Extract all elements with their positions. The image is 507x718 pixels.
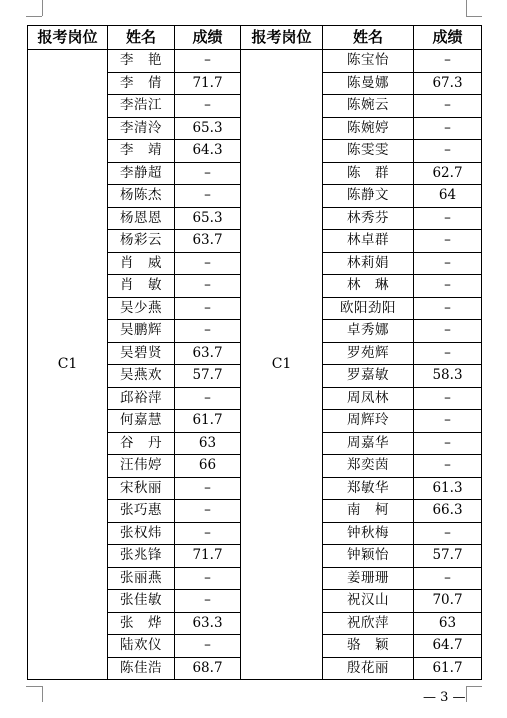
name-cell: 陈佳浩 bbox=[108, 657, 175, 680]
name-cell: 周凤林 bbox=[323, 387, 414, 410]
score-cell: 63.7 bbox=[175, 342, 241, 365]
score-cell: 63 bbox=[175, 432, 241, 455]
score-cell: 57.7 bbox=[175, 365, 241, 388]
name-cell: 汪伟婷 bbox=[108, 455, 175, 478]
name-cell: 殷花丽 bbox=[323, 657, 414, 680]
name-cell: 张兆锋 bbox=[108, 545, 175, 568]
score-cell: 57.7 bbox=[414, 545, 482, 568]
score-cell: – bbox=[175, 297, 241, 320]
score-cell: – bbox=[414, 522, 482, 545]
score-cell: – bbox=[175, 185, 241, 208]
score-cell: – bbox=[175, 162, 241, 185]
name-cell: 肖 威 bbox=[108, 252, 175, 275]
score-cell: – bbox=[175, 522, 241, 545]
name-cell: 陈静文 bbox=[323, 185, 414, 208]
name-cell: 李 靖 bbox=[108, 140, 175, 163]
name-cell: 李清泠 bbox=[108, 117, 175, 140]
name-cell: 李浩江 bbox=[108, 95, 175, 118]
name-cell: 陈雯雯 bbox=[323, 140, 414, 163]
name-cell: 肖 敏 bbox=[108, 275, 175, 298]
score-cell: 61.3 bbox=[414, 477, 482, 500]
crop-mark-bottom-left bbox=[42, 686, 43, 702]
name-cell: 陆欢仪 bbox=[108, 635, 175, 658]
score-cell: 64.3 bbox=[175, 140, 241, 163]
score-cell: – bbox=[414, 117, 482, 140]
page-number: — 3 — bbox=[423, 690, 466, 705]
score-cell: 68.7 bbox=[175, 657, 241, 680]
score-cell: – bbox=[414, 432, 482, 455]
score-table bbox=[27, 25, 482, 680]
score-cell: 71.7 bbox=[175, 72, 241, 95]
name-cell: 陈宝怡 bbox=[323, 50, 414, 73]
score-cell: – bbox=[175, 567, 241, 590]
name-cell: 李 倩 bbox=[108, 72, 175, 95]
name-cell: 陈婉云 bbox=[323, 95, 414, 118]
name-cell: 周辉玲 bbox=[323, 410, 414, 433]
name-cell: 钟秋梅 bbox=[323, 522, 414, 545]
score-cell: 61.7 bbox=[414, 657, 482, 680]
name-cell: 林 琳 bbox=[323, 275, 414, 298]
score-cell: 58.3 bbox=[414, 365, 482, 388]
name-cell: 罗嘉敏 bbox=[323, 365, 414, 388]
score-cell: – bbox=[175, 275, 241, 298]
name-cell: 郑奕茵 bbox=[323, 455, 414, 478]
name-cell: 钟颖怡 bbox=[323, 545, 414, 568]
score-cell: – bbox=[414, 342, 482, 365]
score-cell: 62.7 bbox=[414, 162, 482, 185]
score-cell: – bbox=[414, 207, 482, 230]
name-cell: 李 艳 bbox=[108, 50, 175, 73]
score-cell: – bbox=[414, 320, 482, 343]
name-cell: 周嘉华 bbox=[323, 432, 414, 455]
header-name-left: 姓名 bbox=[108, 26, 175, 50]
name-cell: 林卓群 bbox=[323, 230, 414, 253]
score-cell: – bbox=[175, 590, 241, 613]
name-cell: 张巧惠 bbox=[108, 500, 175, 523]
name-cell: 杨恩恩 bbox=[108, 207, 175, 230]
name-cell: 骆 颖 bbox=[323, 635, 414, 658]
header-score-right: 成绩 bbox=[414, 26, 482, 50]
header-name-right: 姓名 bbox=[323, 26, 414, 50]
score-cell: – bbox=[175, 95, 241, 118]
name-cell: 张权炜 bbox=[108, 522, 175, 545]
name-cell: 张佳敏 bbox=[108, 590, 175, 613]
post-cell-right: C1 bbox=[241, 50, 323, 680]
name-cell: 谷 丹 bbox=[108, 432, 175, 455]
crop-mark-top-right-h bbox=[466, 16, 482, 17]
score-cell: – bbox=[414, 410, 482, 433]
score-cell: – bbox=[175, 50, 241, 73]
score-cell: 67.3 bbox=[414, 72, 482, 95]
crop-mark-top-left bbox=[42, 0, 43, 16]
name-cell: 陈曼娜 bbox=[323, 72, 414, 95]
crop-mark-top-right bbox=[466, 0, 467, 16]
name-cell: 南 柯 bbox=[323, 500, 414, 523]
header-post-left: 报考岗位 bbox=[28, 26, 108, 50]
name-cell: 陈 群 bbox=[323, 162, 414, 185]
score-cell: – bbox=[175, 500, 241, 523]
name-cell: 吴燕欢 bbox=[108, 365, 175, 388]
header-score-left: 成绩 bbox=[175, 26, 241, 50]
name-cell: 吴鹏辉 bbox=[108, 320, 175, 343]
name-cell: 吴少燕 bbox=[108, 297, 175, 320]
name-cell: 林莉娟 bbox=[323, 252, 414, 275]
table-row bbox=[28, 50, 482, 73]
name-cell: 姜珊珊 bbox=[323, 567, 414, 590]
post-cell-left: C1 bbox=[28, 50, 108, 680]
score-cell: – bbox=[414, 230, 482, 253]
score-cell: – bbox=[175, 635, 241, 658]
score-cell: 64 bbox=[414, 185, 482, 208]
score-cell: – bbox=[414, 140, 482, 163]
score-cell: 64.7 bbox=[414, 635, 482, 658]
score-cell: – bbox=[414, 50, 482, 73]
score-cell: – bbox=[414, 275, 482, 298]
name-cell: 祝欣萍 bbox=[323, 612, 414, 635]
crop-mark-bottom-right-h bbox=[466, 686, 482, 687]
name-cell: 郑敏华 bbox=[323, 477, 414, 500]
score-cell: 65.3 bbox=[175, 117, 241, 140]
score-cell: 61.7 bbox=[175, 410, 241, 433]
name-cell: 陈婉婷 bbox=[323, 117, 414, 140]
score-cell: – bbox=[414, 95, 482, 118]
header-row bbox=[28, 26, 482, 50]
name-cell: 卓秀娜 bbox=[323, 320, 414, 343]
score-cell: 70.7 bbox=[414, 590, 482, 613]
score-cell: – bbox=[175, 387, 241, 410]
name-cell: 杨陈杰 bbox=[108, 185, 175, 208]
score-cell: 71.7 bbox=[175, 545, 241, 568]
name-cell: 杨彩云 bbox=[108, 230, 175, 253]
name-cell: 罗苑辉 bbox=[323, 342, 414, 365]
score-cell: – bbox=[414, 567, 482, 590]
name-cell: 邱裕萍 bbox=[108, 387, 175, 410]
name-cell: 李静超 bbox=[108, 162, 175, 185]
score-cell: 63.3 bbox=[175, 612, 241, 635]
name-cell: 张丽燕 bbox=[108, 567, 175, 590]
header-post-right: 报考岗位 bbox=[241, 26, 323, 50]
score-cell: 63 bbox=[414, 612, 482, 635]
crop-mark-bottom-left-h bbox=[26, 686, 42, 687]
name-cell: 张 烨 bbox=[108, 612, 175, 635]
score-cell: – bbox=[414, 252, 482, 275]
score-cell: – bbox=[414, 455, 482, 478]
crop-mark-bottom-right bbox=[466, 686, 467, 702]
name-cell: 欧阳劲阳 bbox=[323, 297, 414, 320]
name-cell: 林秀芬 bbox=[323, 207, 414, 230]
score-cell: – bbox=[414, 387, 482, 410]
score-cell: 66 bbox=[175, 455, 241, 478]
name-cell: 吴碧贤 bbox=[108, 342, 175, 365]
score-cell: – bbox=[414, 297, 482, 320]
crop-mark-top-left-h bbox=[26, 16, 42, 17]
name-cell: 祝汉山 bbox=[323, 590, 414, 613]
name-cell: 宋秋丽 bbox=[108, 477, 175, 500]
score-cell: 66.3 bbox=[414, 500, 482, 523]
score-cell: – bbox=[175, 477, 241, 500]
score-cell: – bbox=[175, 252, 241, 275]
score-cell: – bbox=[175, 320, 241, 343]
score-cell: 63.7 bbox=[175, 230, 241, 253]
name-cell: 何嘉慧 bbox=[108, 410, 175, 433]
score-cell: 65.3 bbox=[175, 207, 241, 230]
